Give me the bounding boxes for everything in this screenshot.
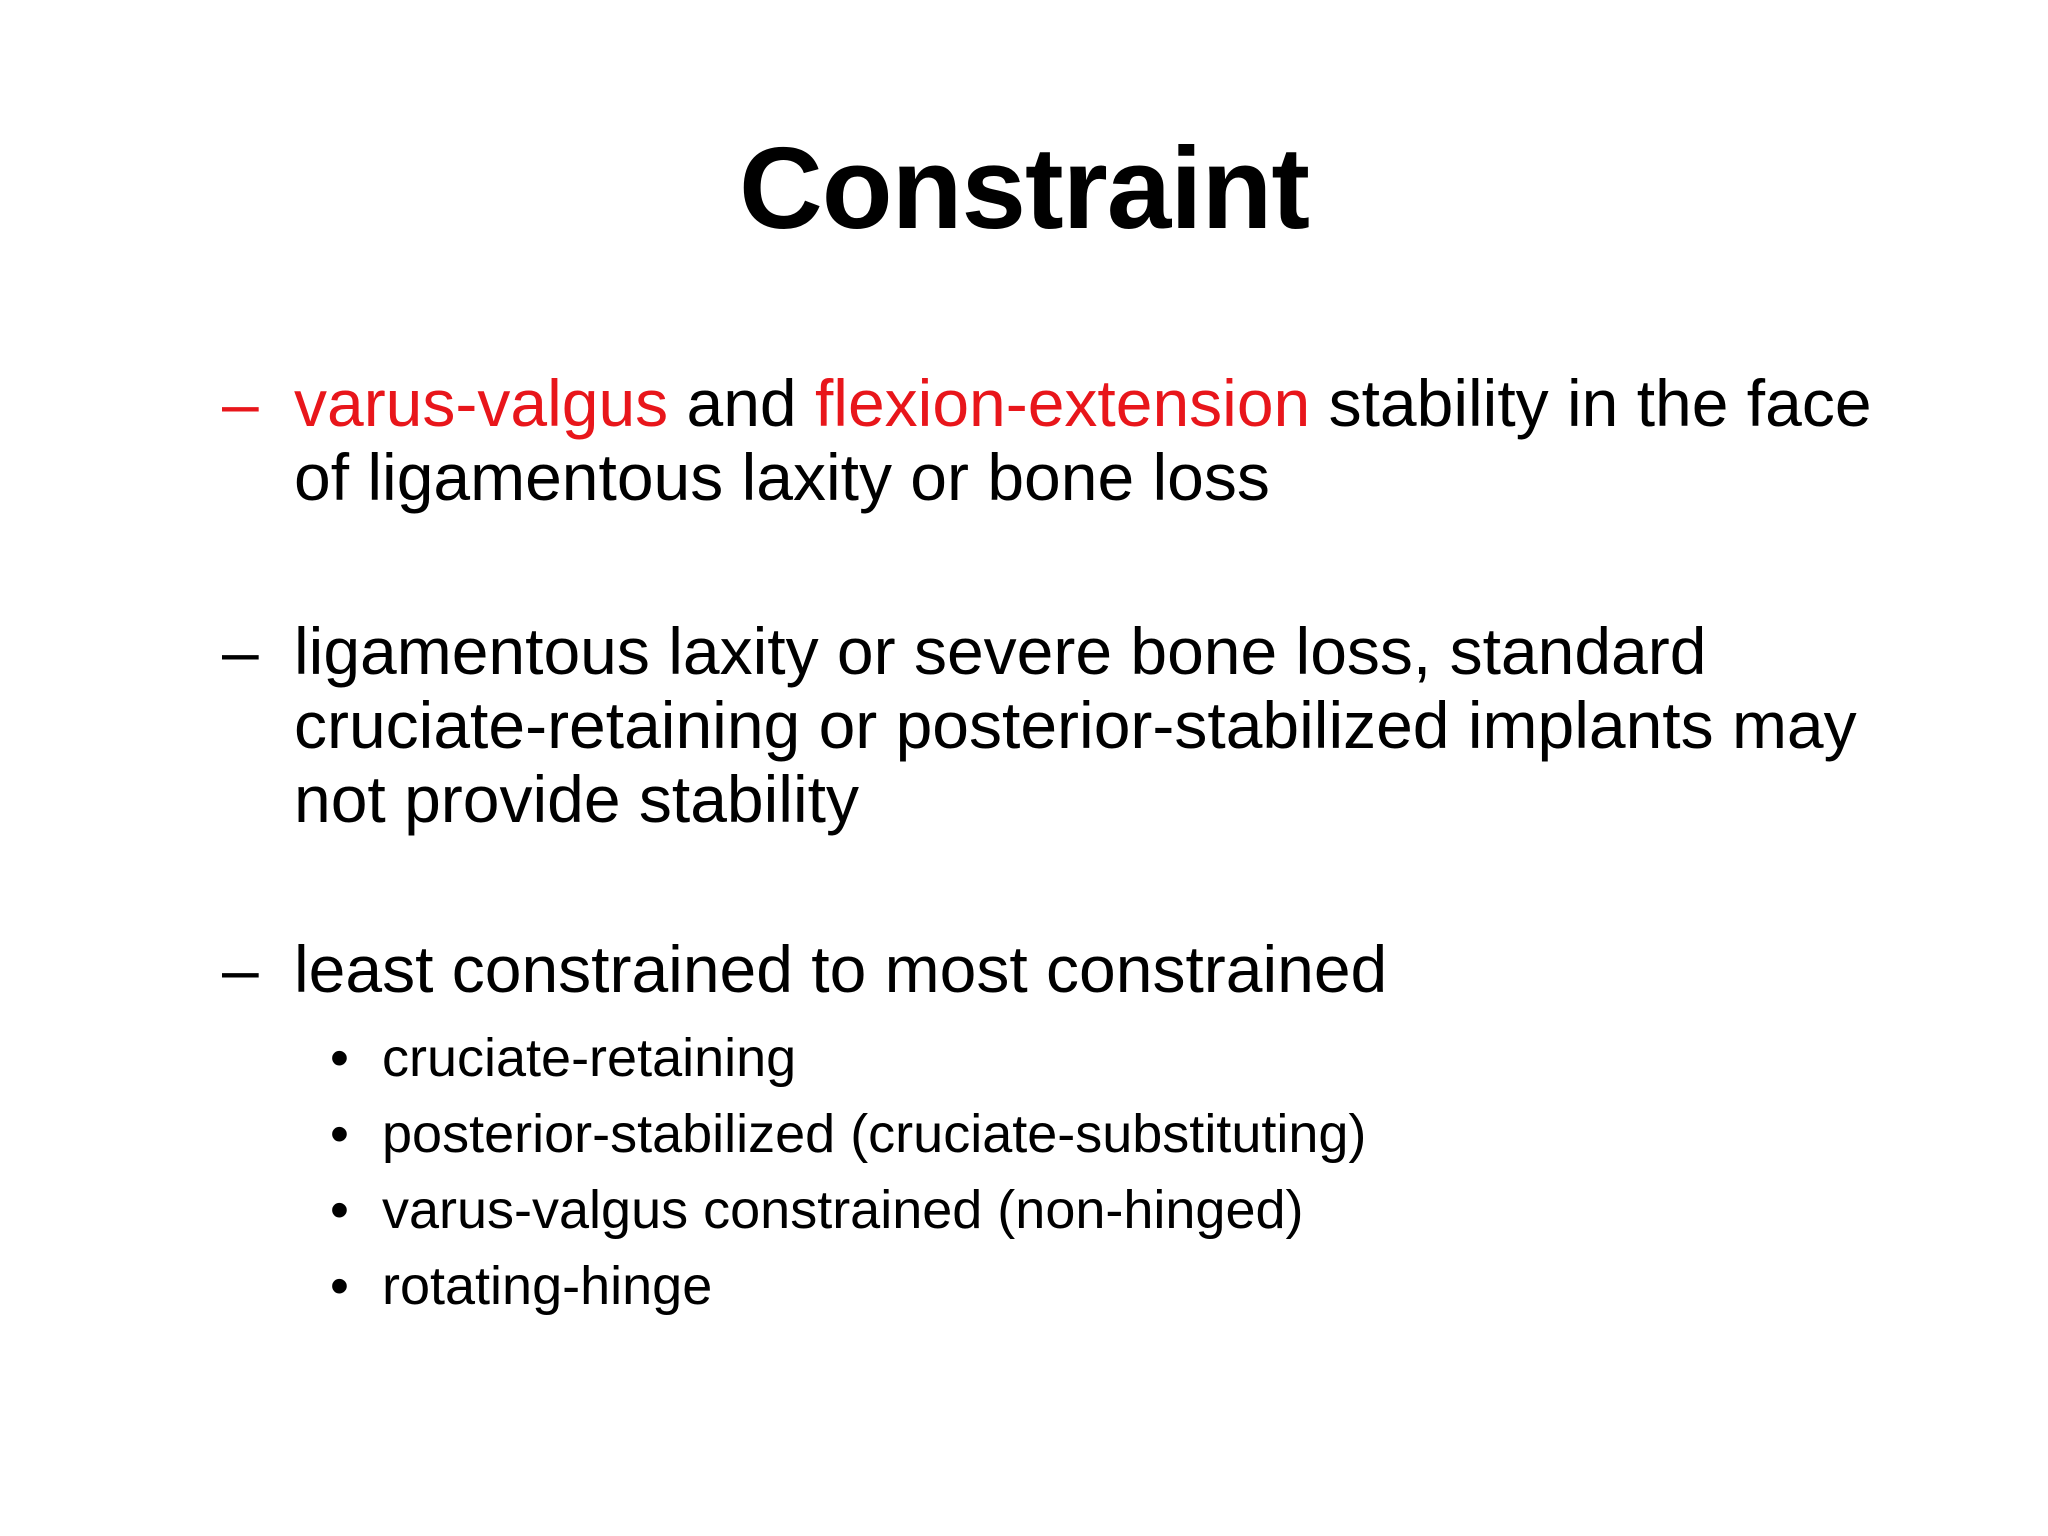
- highlight-varus-valgus: varus-valgus: [294, 366, 669, 440]
- bullet-text-3: least constrained to most constrained: [294, 932, 1388, 1006]
- sub-bullet-text: rotating-hinge: [382, 1256, 713, 1316]
- sub-bullet-text: posterior-stabilized (cruciate-substituting): [382, 1104, 1367, 1164]
- slide-title: Constraint: [739, 123, 1309, 253]
- sub-bullet-item: [330, 1020, 1930, 1096]
- sub-bullet-list: [330, 1020, 1930, 1324]
- sub-bullet-item: [330, 1096, 1930, 1172]
- bullet-item-2: [222, 614, 1942, 836]
- bullet-dot: •: [330, 1028, 349, 1088]
- bullet-dash: –: [222, 366, 259, 440]
- bullet-text-segment: and: [668, 366, 815, 440]
- sub-bullet-text: cruciate-retaining: [382, 1028, 797, 1088]
- bullet-dot: •: [330, 1104, 349, 1164]
- sub-bullet-text: varus-valgus constrained (non-hinged): [382, 1180, 1304, 1240]
- bullet-item-1: [222, 366, 1942, 514]
- highlight-flexion-extension: flexion-extension: [814, 366, 1311, 440]
- bullet-dash: –: [222, 932, 259, 1006]
- bullet-text-segment: stability in the face of ligamentous laxity or bone loss: [294, 366, 1872, 514]
- bullet-text-2: ligamentous laxity or severe bone loss, standard cruciate-retaining or posterior-stabilized implants may not provide stability: [294, 614, 1857, 836]
- sub-bullet-item: [330, 1172, 1930, 1248]
- bullet-dash: –: [222, 614, 259, 688]
- sub-bullet-item: [330, 1248, 1930, 1324]
- bullet-item-3: [222, 932, 1942, 1006]
- bullet-dot: •: [330, 1256, 349, 1316]
- bullet-text-1: [294, 366, 1942, 514]
- bullet-dot: •: [330, 1180, 349, 1240]
